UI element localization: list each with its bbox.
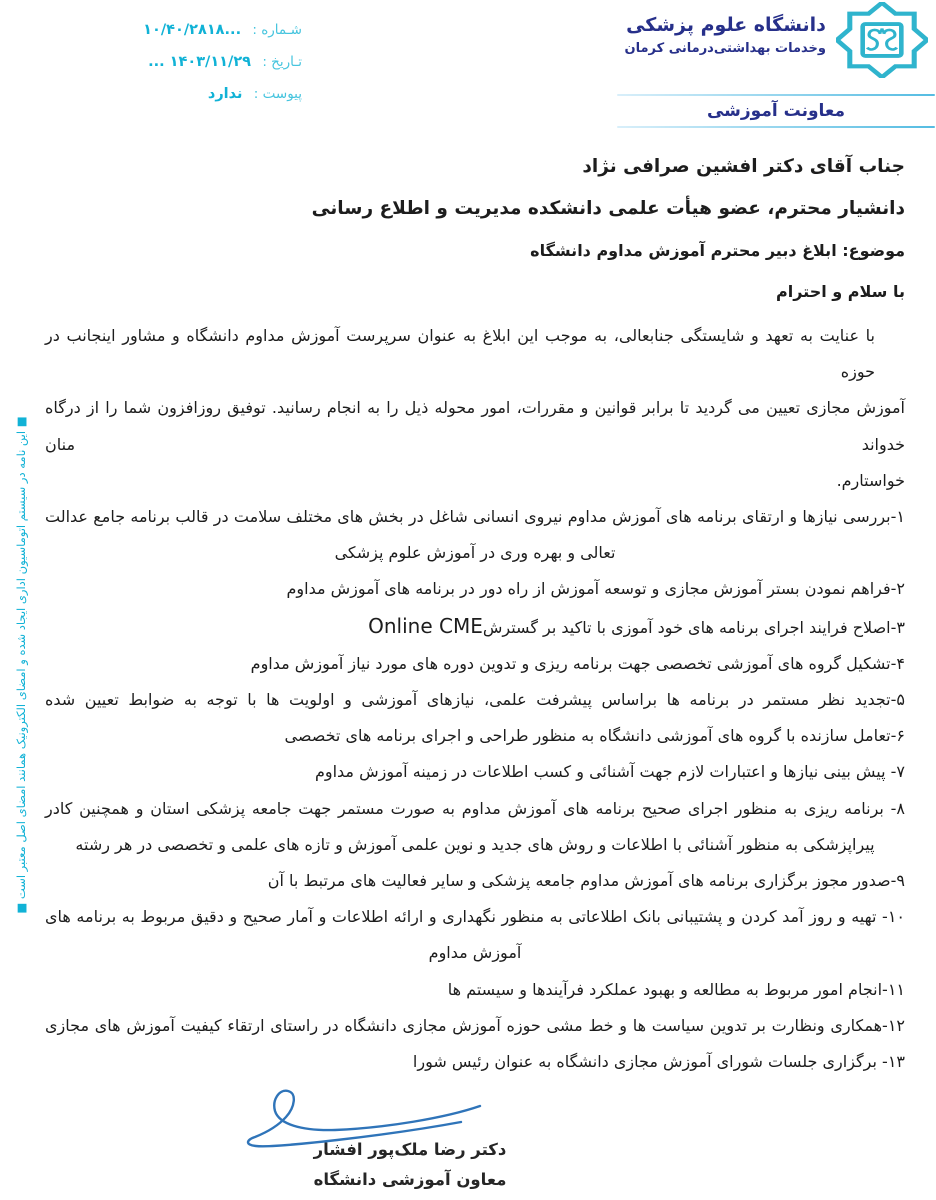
body-line: آموزش مداوم xyxy=(428,943,522,963)
salutation: با سلام و احترام xyxy=(776,282,905,301)
university-subtitle: وخدمات بهداشتی‌درمانی کرمان xyxy=(624,41,826,56)
body-line: ۹-صدور مجوز برگزاری برنامه های آموزش مداوم جامعه پزشکی و سایر فعالیت های مرتبط با آن xyxy=(267,871,905,891)
department-title: معاونت آموزشی xyxy=(706,101,846,121)
number-value: ...۱۰/۴۰/۲۸۱۸ xyxy=(143,22,242,38)
body-line: ۶-تعامل سازنده با گروه های آموزشی دانشگاه به منظور طراحی و اجرای برنامه های تخصصی xyxy=(284,726,905,746)
department-banner xyxy=(617,94,935,128)
body-lines xyxy=(45,318,905,1080)
attachment-label: پیوست : xyxy=(253,86,302,102)
university-emblem-icon xyxy=(836,2,928,78)
body-line: ۱۰- تهیه و روز آمد کردن و پشتیبانی بانک اطلاعاتی به منظور نگهداری و ارائه اطلاعات و آمار صحیح و دقیق مربوط به برنامه های xyxy=(45,907,905,927)
date-label: تـاریخ : xyxy=(262,54,302,70)
body-line: خواستارم. xyxy=(836,470,905,490)
signer-title: معاون آموزشی دانشگاه xyxy=(313,1170,507,1190)
body-line: ۳-اصلاح فرایند اجرای برنامه های خود آموزی با تاکید بر گسترش Online CME xyxy=(361,613,905,638)
divider-bottom xyxy=(617,126,935,128)
date-value: ۱۴۰۳/۱۱/۲۹ ... xyxy=(148,54,252,70)
signature-block xyxy=(285,1135,535,1195)
body-line: ۴-تشکیل گروه های آموزشی تخصصی جهت برنامه ریزی و تدوین دوره های مورد نیاز آموزش مداوم xyxy=(250,653,905,673)
body-line: ۸- برنامه ریزی به منظور اجرای صحیح برنامه های آموزش مداوم به صورت مستمر جهت جامعه پزشکی استان و همچنین کادر xyxy=(45,798,905,818)
body-line: پیراپزشکی به منظور آشنائی با اطلاعات و روش های جدید و نوین علمی آموزش و تازه های علمی و تخصصی در هر رشته xyxy=(75,834,875,854)
body-line: ۵-تجدید نظر مستمر در برنامه ها براساس پیشرفت علمی، نیازهای آموزشی و اولویت ها با توجه به ضوابط تعیین شده xyxy=(45,690,905,710)
signer-name: دکتر رضا ملک‌پور افشار xyxy=(313,1140,507,1160)
recipient-role: دانشیار محترم، عضو هیأت علمی دانشکده مدیریت و اطلاع رسانی xyxy=(311,198,905,219)
body-line: با عنایت به تعهد و شایستگی جنابعالی، به موجب این ابلاغ به عنوان سرپرست آموزش مداوم دانشگاه و مشاور اینجانب در حوزه xyxy=(45,326,875,382)
body-line: تعالی و بهره وری در آموزش علوم پزشکی xyxy=(334,543,616,563)
subject-line: موضوع: ابلاغ دبیر محترم آموزش مداوم دانشگاه xyxy=(530,241,905,260)
side-note xyxy=(14,382,34,948)
recipient-name: جناب آقای دکتر افشین صرافی نژاد xyxy=(582,156,905,177)
body-line: آموزش مجازی تعیین می گردید تا برابر قوانین و مقررات، امور محوله ذیل را به انجام رسانید. توفیق روزافزون شما را از درگاه خدواند منان xyxy=(45,398,905,454)
letter-attachment-row xyxy=(86,78,302,110)
letter-number-row xyxy=(86,14,302,46)
latin-term: Online CME xyxy=(361,613,483,638)
letter-body xyxy=(45,146,905,1195)
attachment-value: ندارد xyxy=(207,86,243,102)
letter-meta xyxy=(86,14,302,110)
body-line: ۱۳- برگزاری جلسات شورای آموزش مجازی دانشگاه به عنوان رئیس شورا xyxy=(412,1052,905,1072)
side-note-text: ■ این نامه در سیستم اتوماسیون اداری ایجاد شده و امضای الکترونیک همانند امضای اصل معتبر است ■ xyxy=(14,416,28,914)
body-line: ۱۲-همکاری ونظارت بر تدوین سیاست ها و خط مشی حوزه آموزش مجازی دانشگاه در راستای ارتقاء کیفیت آموزش های مجازی xyxy=(45,1015,905,1035)
number-label: شـماره : xyxy=(252,22,302,38)
body-line: ۱۱-انجام امور مربوط به مطالعه و بهبود عملکرد فرآیندها و سیستم ها xyxy=(447,979,905,999)
body-line: ۷- پیش بینی نیازها و اعتبارات لازم جهت آشنائی و کسب اطلاعات در زمینه آموزش مداوم xyxy=(314,762,905,782)
university-name: دانشگاه علوم پزشکی xyxy=(626,14,826,36)
university-names xyxy=(626,12,826,58)
body-line: ۱-بررسی نیازها و ارتقای برنامه های آموزش مداوم نیروی انسانی شاغل در بخش های مختلف سلامت در قالب برنامه جامع عدالت xyxy=(45,507,905,527)
letter-date-row xyxy=(86,46,302,78)
body-line: ۲-فراهم نمودن بستر آموزش مجازی و توسعه آموزش از راه دور در برنامه های آموزش مداوم xyxy=(286,579,905,599)
